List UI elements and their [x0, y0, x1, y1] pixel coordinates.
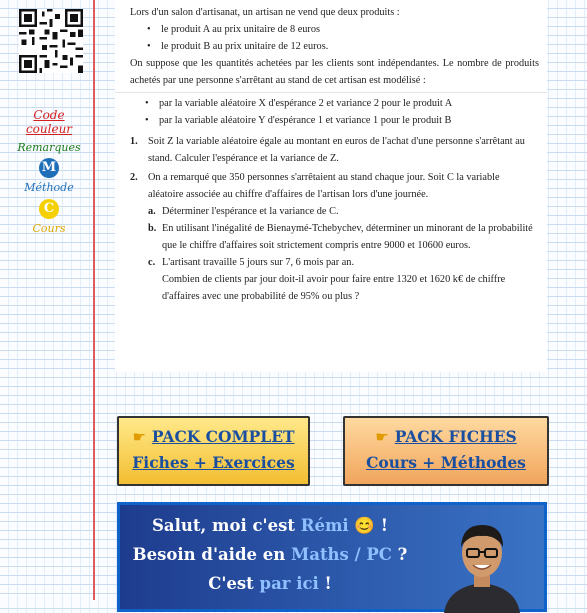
smile-icon: 😊	[354, 516, 375, 535]
promo-text-part: C'est	[208, 574, 260, 593]
button-line-2[interactable]: Cours + Méthodes	[366, 453, 526, 472]
question-2	[130, 169, 537, 305]
question-2c	[148, 254, 537, 305]
question-text: On a remarqué que 350 personnes s'arrêtaient au stand chaque jour. Soit C la variable aléatoire associée au chiffre d'affaires de l'artisan lors d'une journée.	[148, 172, 500, 200]
pointing-hand-icon: ☛	[132, 428, 146, 446]
button-label[interactable]: PACK COMPLET	[151, 427, 295, 446]
promo-text-part: ?	[391, 545, 408, 564]
variable-item: • par la variable aléatoire X d'espérance 2 et variance 2 pour le produit A	[145, 95, 547, 112]
question-number: 1.	[130, 136, 138, 147]
left-column	[0, 0, 93, 600]
product-list	[115, 21, 547, 55]
button-line-1	[345, 424, 547, 450]
pack-fiches-button[interactable]	[343, 416, 549, 486]
sub-question-text: L'artisant travaille 5 jours sur 7, 6 mois par an.	[162, 257, 355, 268]
tutor-name: Rémi	[300, 516, 349, 535]
button-line-2[interactable]: Fiches + Exercices	[132, 453, 295, 472]
exercise-assumption: On suppose que les quantités achetées par les clients sont indépendantes. Le nombre de produits achetés par une personne s'arrêtant au stand de cet artisan est modélisé :	[130, 58, 539, 86]
tutor-photo	[436, 513, 528, 613]
promo-text-part: Salut, moi c'est	[152, 516, 301, 535]
cours-icon: C	[39, 199, 59, 219]
promo-text	[120, 511, 420, 598]
promo-text-part: !	[318, 574, 332, 593]
tutor-promo-banner[interactable]	[117, 502, 547, 612]
sub-question-text: Combien de clients par jour doit-il avoir pour faire entre 1320 et 1620 k€ de chiffre d'affaires avec une probabilité de 95% ou plus ?	[162, 274, 506, 302]
divider	[115, 92, 547, 93]
question-1	[130, 133, 537, 167]
promo-subject: Maths / PC	[290, 545, 392, 564]
pointing-hand-icon: ☛	[375, 428, 389, 446]
product-item: • le produit A au prix unitaire de 8 euros	[147, 21, 547, 38]
promo-line-1	[120, 511, 420, 540]
promo-text-part: !	[374, 516, 388, 535]
margin-line	[93, 0, 95, 600]
legend-title: Code couleur	[25, 108, 73, 136]
sub-question-letter: c.	[148, 257, 156, 268]
exercise-statement	[115, 0, 547, 372]
button-label[interactable]: PACK FICHES	[394, 427, 517, 446]
variable-item: • par la variable aléatoire Y d'espérance 1 et variance 1 pour le produit B	[145, 112, 547, 129]
exercise-intro: Lors d'un salon d'artisanat, un artisan ne vend que deux produits :	[130, 7, 400, 18]
sub-question-letter: a.	[148, 206, 156, 217]
methode-icon: M	[39, 158, 59, 178]
question-list	[115, 133, 547, 305]
question-2a	[148, 203, 537, 220]
question-text: Soit Z la variable aléatoire égale au montant en euros de l'achat d'une personne s'arrêtant au stand. Calculer l'espérance et la variance de Z.	[148, 136, 525, 164]
legend-cours: Cours	[32, 222, 66, 235]
promo-text-part: Besoin d'aide en	[132, 545, 291, 564]
legend-methode: Méthode	[24, 181, 74, 194]
qr-code[interactable]	[19, 9, 83, 73]
sub-question-text: Déterminer l'espérance et la variance de C.	[162, 206, 339, 217]
product-item: • le produit B au prix unitaire de 12 euros.	[147, 38, 547, 55]
question-2b	[148, 220, 537, 254]
question-number: 2.	[130, 172, 138, 183]
promo-link[interactable]: par ici	[259, 574, 319, 593]
color-code-legend	[10, 108, 88, 235]
sub-question-text: En utilisant l'inégalité de Bienaymé-Tchebychev, déterminer un minorant de la probabilité que le chiffre d'affaires soit strictement compris entre 9000 et 10600 euros.	[162, 223, 533, 251]
sub-question-letter: b.	[148, 223, 157, 234]
variable-list	[115, 95, 547, 129]
button-line-1	[119, 424, 308, 450]
pack-complet-button[interactable]	[117, 416, 310, 486]
legend-remarques: Remarques	[17, 141, 81, 154]
promo-line-2	[120, 540, 420, 569]
promo-line-3	[120, 569, 420, 598]
